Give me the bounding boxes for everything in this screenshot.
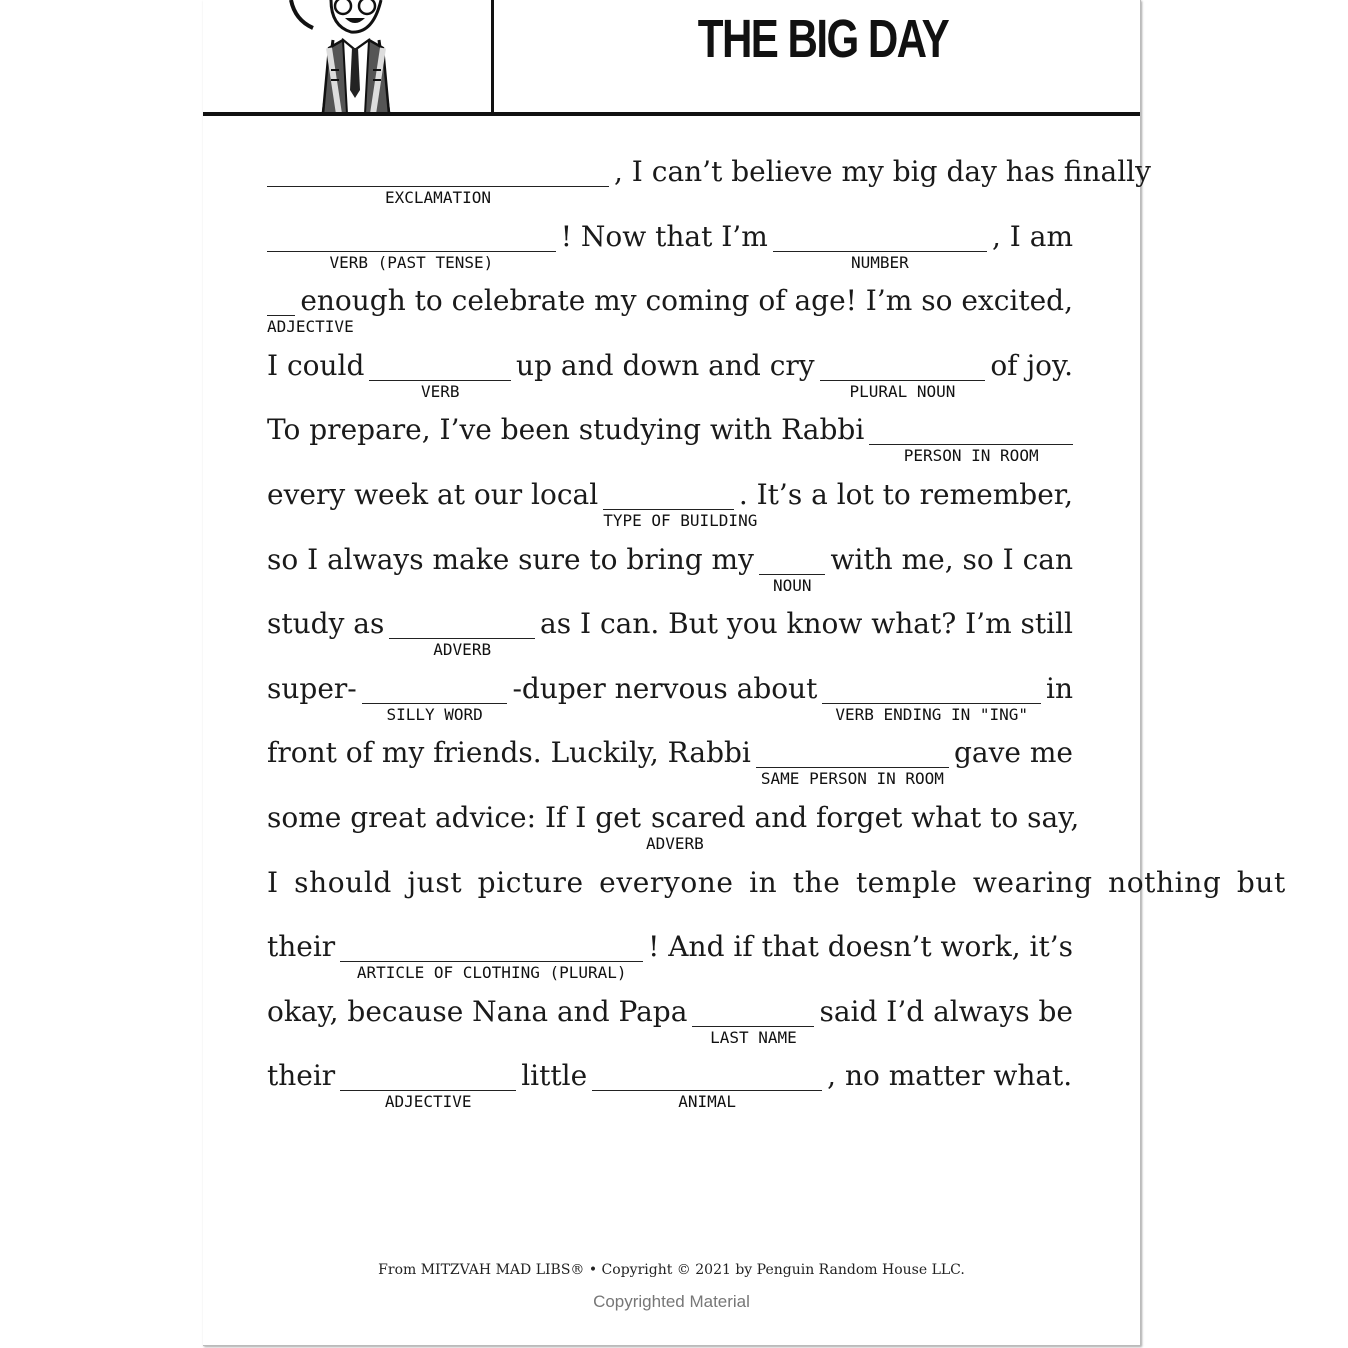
story-text: I should just picture everyone in the temple wearing nothing but	[267, 865, 1286, 899]
story-text: said I’d always be	[819, 994, 1073, 1028]
story-text: gave me	[953, 736, 1073, 770]
story-text: okay, because Nana and Papa	[267, 994, 688, 1028]
rabbi-illustration	[273, 0, 443, 114]
story-text: their	[267, 930, 336, 964]
story-line	[267, 602, 1073, 667]
story-line	[267, 150, 1151, 215]
story-line	[267, 1054, 1073, 1119]
blank-label: ADJECTIVE	[267, 317, 354, 337]
story-body	[267, 150, 1286, 1119]
page-title: THE BIG DAY	[697, 9, 949, 69]
blank-label: SILLY WORD	[386, 704, 483, 724]
story-line	[267, 538, 1073, 603]
header-divider	[491, 0, 494, 114]
story-line	[267, 990, 1073, 1055]
blank-field[interactable]	[267, 215, 556, 272]
story-text: so I always make sure to bring my	[267, 542, 754, 576]
story-line	[267, 861, 1286, 926]
story-text: their	[267, 1059, 336, 1093]
story-line	[267, 344, 1073, 409]
story-line	[267, 731, 1073, 796]
blank-label: VERB (PAST TENSE)	[329, 252, 494, 272]
header-rule	[203, 112, 1140, 116]
story-line	[267, 667, 1073, 732]
blank-label: EXCLAMATION	[385, 188, 491, 207]
blank-label: ARTICLE OF CLOTHING (PLURAL)	[356, 963, 627, 983]
blank-field[interactable]	[820, 344, 986, 401]
story-text: of joy.	[990, 348, 1073, 382]
blank-label: TYPE OF BUILDING	[603, 510, 758, 530]
story-text: I could	[267, 348, 365, 382]
story-line	[267, 408, 1073, 473]
blank-label: LAST NAME	[710, 1027, 797, 1047]
story-text: , I can’t believe my big day has finally	[614, 155, 1151, 188]
blank-field[interactable]	[369, 344, 511, 401]
story-text: super-	[267, 671, 357, 705]
blank-field[interactable]	[692, 990, 814, 1047]
story-text: -duper nervous about	[512, 671, 818, 705]
blank-label: VERB	[420, 381, 460, 401]
story-text: little	[521, 1059, 588, 1093]
story-text: . It’s a lot to remember,	[738, 477, 1073, 511]
blank-label: ANIMAL	[678, 1092, 737, 1112]
blank-field[interactable]	[340, 1054, 516, 1112]
copyright-footer: From MITZVAH MAD LIBS® • Copyright © 2021 by Penguin Random House LLC.	[378, 1262, 965, 1278]
story-text: To prepare, I’ve been studying with Rabbi	[267, 413, 865, 447]
story-line: some great advice: If I get ADVERB scared and forget what to say,	[267, 796, 1073, 861]
blank-label: VERB ENDING IN "ING"	[835, 704, 1029, 724]
blank-field[interactable]	[592, 1054, 822, 1112]
story-line	[267, 925, 1073, 990]
blank-label: ADJECTIVE	[384, 1092, 472, 1112]
story-text: enough to celebrate my coming of age! I’m so excited,	[300, 284, 1073, 318]
story-text: every week at our local	[267, 477, 599, 511]
blank-field[interactable]	[603, 473, 758, 530]
story-text: up and down and cry	[516, 348, 815, 382]
blank-field[interactable]	[869, 408, 1073, 466]
story-text: as I can. But you know what? I’m still	[540, 607, 1073, 641]
blank-label: NUMBER	[850, 252, 909, 272]
story-text: study as	[267, 607, 385, 641]
story-text: ! Now that I’m	[560, 219, 768, 253]
blank-label: SAME PERSON IN ROOM	[760, 769, 944, 789]
blank-field[interactable]	[759, 538, 826, 595]
story-line	[267, 473, 1073, 538]
blank-field[interactable]	[340, 925, 643, 983]
story-line	[267, 215, 1073, 280]
page	[203, 0, 1286, 1346]
story-text: , no matter what.	[827, 1059, 1073, 1093]
story-text: front of my friends. Luckily, Rabbi	[267, 736, 751, 770]
blank-field[interactable]	[389, 602, 535, 660]
blank-label: NOUN	[772, 575, 812, 595]
story-text: , I am	[991, 219, 1073, 253]
story-text: with me, so I can	[830, 542, 1073, 576]
blank-label: PERSON IN ROOM	[903, 446, 1039, 466]
blank-field[interactable]	[267, 150, 609, 207]
blank-field[interactable]	[822, 667, 1041, 724]
story-text: in	[1046, 671, 1073, 705]
blank-label: ADVERB	[433, 640, 492, 660]
story-text: ! And if that doesn’t work, it’s	[648, 930, 1073, 964]
blank-field[interactable]	[362, 667, 508, 724]
blank-label: PLURAL NOUN	[849, 381, 956, 401]
story-text: scared and forget what to say,	[650, 800, 1080, 834]
blank-field[interactable]	[773, 215, 987, 272]
blank-field[interactable]	[756, 731, 949, 789]
story-text: some great advice: If I get	[267, 800, 641, 834]
blank-field[interactable]	[267, 279, 354, 337]
story-line	[267, 279, 1073, 344]
copyrighted-material-watermark: Copyrighted Material	[593, 1292, 750, 1311]
